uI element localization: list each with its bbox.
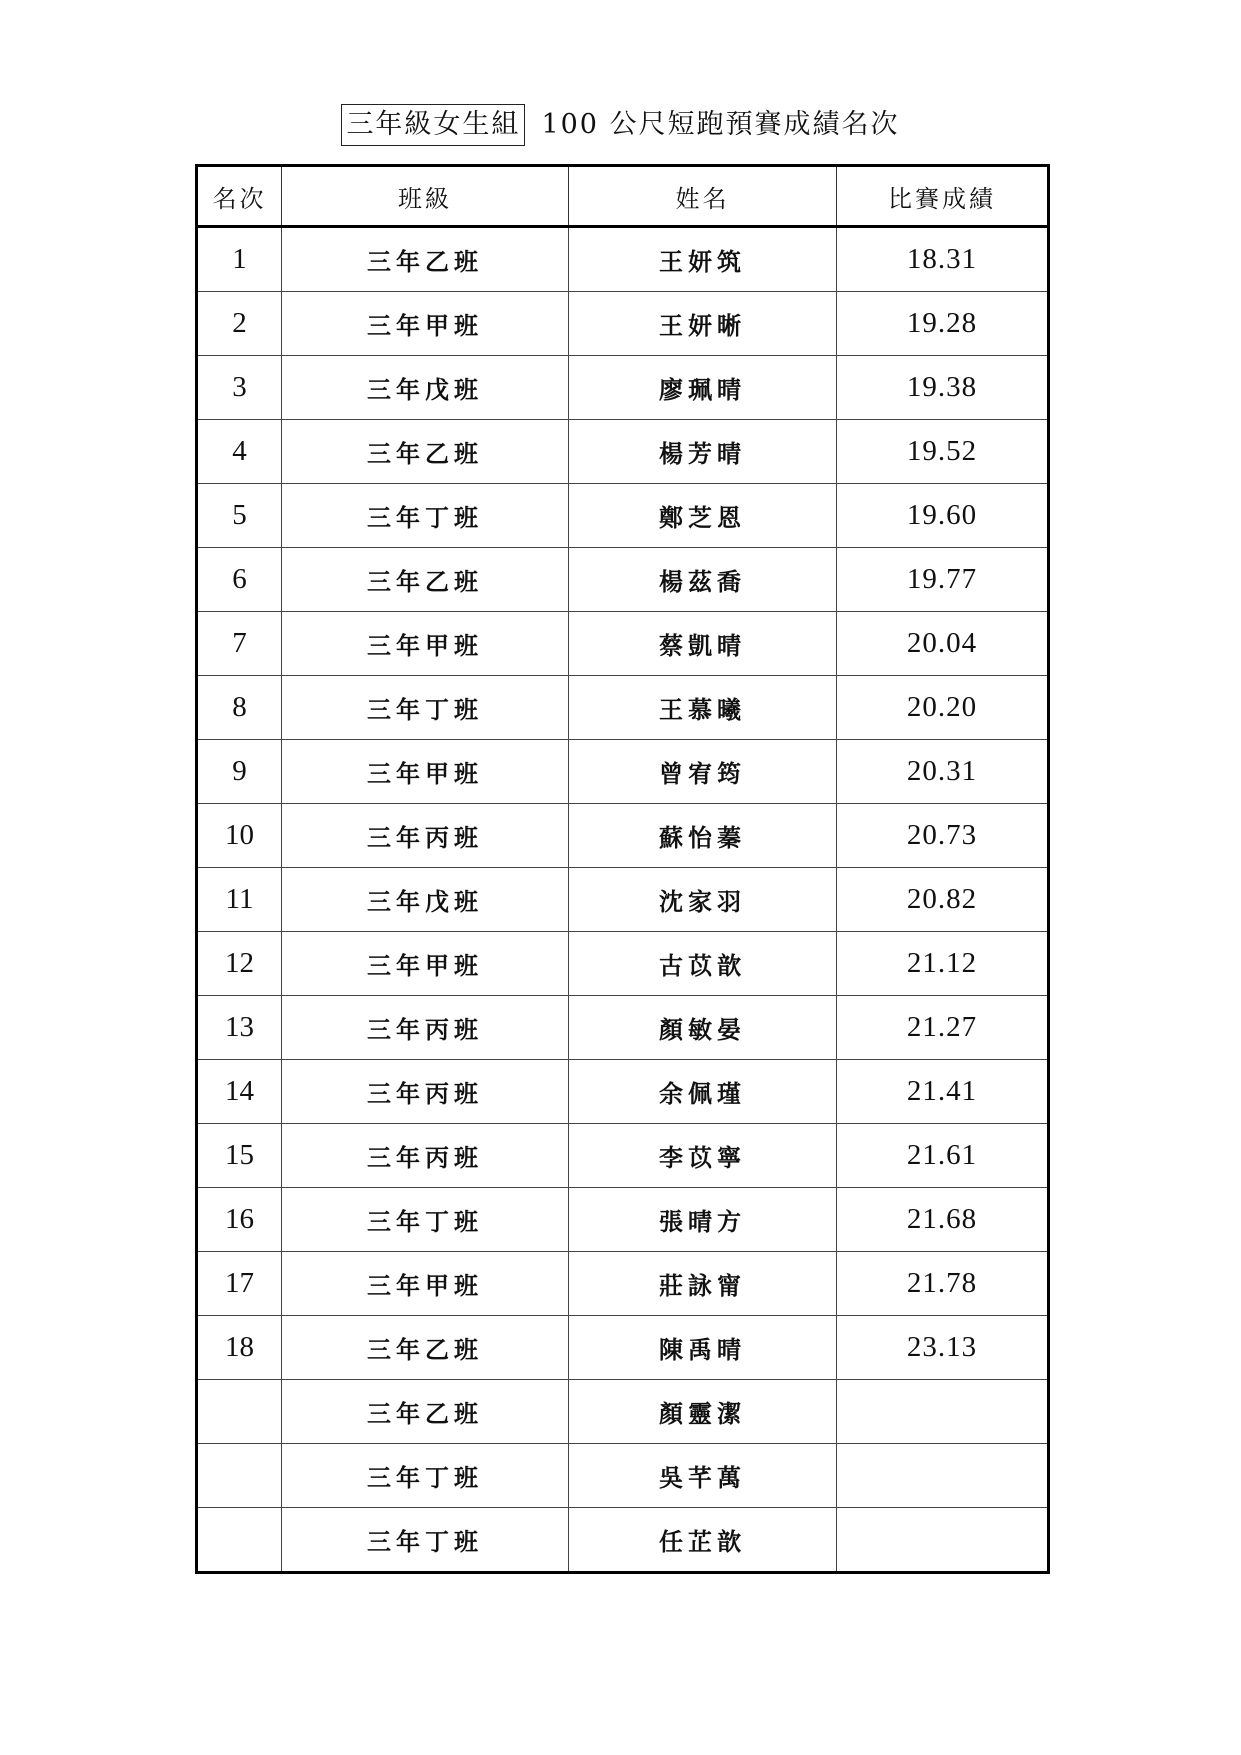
event-title: 100 公尺短跑預賽成績名次: [541, 109, 900, 140]
score-cell: 20.31: [837, 740, 1049, 804]
score-cell: [837, 1380, 1049, 1444]
group-label: 三年級女生組: [341, 104, 525, 146]
class-cell: 三年丁班: [282, 484, 569, 548]
class-cell: 三年乙班: [282, 1316, 569, 1380]
rank-cell: 8: [197, 676, 282, 740]
results-body: [197, 227, 1049, 1573]
name-cell: 楊茲喬: [569, 548, 837, 612]
class-cell: 三年甲班: [282, 1252, 569, 1316]
table-row: [197, 740, 1049, 804]
rank-cell: 15: [197, 1124, 282, 1188]
table-row: [197, 868, 1049, 932]
table-row: [197, 1060, 1049, 1124]
table-row: [197, 1188, 1049, 1252]
rank-cell: [197, 1444, 282, 1508]
rank-cell: 5: [197, 484, 282, 548]
class-cell: 三年甲班: [282, 740, 569, 804]
name-cell: 曾宥筠: [569, 740, 837, 804]
name-cell: 鄭芝恩: [569, 484, 837, 548]
header-name: 姓名: [569, 166, 837, 227]
score-cell: 18.31: [837, 227, 1049, 292]
table-row: [197, 612, 1049, 676]
score-cell: 19.52: [837, 420, 1049, 484]
class-cell: 三年戊班: [282, 356, 569, 420]
header-class: 班級: [282, 166, 569, 227]
rank-cell: 10: [197, 804, 282, 868]
name-cell: 李苡寧: [569, 1124, 837, 1188]
rank-cell: 18: [197, 1316, 282, 1380]
rank-cell: 3: [197, 356, 282, 420]
class-cell: 三年丙班: [282, 1060, 569, 1124]
rank-cell: 11: [197, 868, 282, 932]
name-cell: 古苡歆: [569, 932, 837, 996]
class-cell: 三年乙班: [282, 420, 569, 484]
table-row: [197, 1316, 1049, 1380]
class-cell: 三年丁班: [282, 1508, 569, 1573]
class-cell: 三年丙班: [282, 804, 569, 868]
rank-cell: 12: [197, 932, 282, 996]
name-cell: 王慕曦: [569, 676, 837, 740]
rank-cell: 16: [197, 1188, 282, 1252]
name-cell: 顏靈潔: [569, 1380, 837, 1444]
rank-cell: 2: [197, 292, 282, 356]
rank-cell: [197, 1380, 282, 1444]
name-cell: 莊詠甯: [569, 1252, 837, 1316]
table-row: [197, 676, 1049, 740]
table-row: [197, 292, 1049, 356]
class-cell: 三年丙班: [282, 1124, 569, 1188]
table-row: [197, 548, 1049, 612]
score-cell: 21.41: [837, 1060, 1049, 1124]
class-cell: 三年丁班: [282, 1188, 569, 1252]
class-cell: 三年甲班: [282, 932, 569, 996]
class-cell: 三年甲班: [282, 292, 569, 356]
class-cell: 三年乙班: [282, 227, 569, 292]
name-cell: 王妍晰: [569, 292, 837, 356]
header-rank: 名次: [197, 166, 282, 227]
rank-cell: 14: [197, 1060, 282, 1124]
rank-cell: 13: [197, 996, 282, 1060]
name-cell: 蔡凱晴: [569, 612, 837, 676]
table-row: [197, 1252, 1049, 1316]
class-cell: 三年戊班: [282, 868, 569, 932]
score-cell: [837, 1508, 1049, 1573]
name-cell: 顏敏晏: [569, 996, 837, 1060]
class-cell: 三年丙班: [282, 996, 569, 1060]
table-row: [197, 484, 1049, 548]
name-cell: 余佩瑾: [569, 1060, 837, 1124]
table-row: [197, 932, 1049, 996]
name-cell: 吳芊萬: [569, 1444, 837, 1508]
table-row: [197, 996, 1049, 1060]
class-cell: 三年丁班: [282, 676, 569, 740]
score-cell: 20.04: [837, 612, 1049, 676]
rank-cell: 17: [197, 1252, 282, 1316]
score-cell: 21.27: [837, 996, 1049, 1060]
table-row: [197, 804, 1049, 868]
score-cell: 21.61: [837, 1124, 1049, 1188]
name-cell: 沈家羽: [569, 868, 837, 932]
name-cell: 廖珮晴: [569, 356, 837, 420]
class-cell: 三年乙班: [282, 1380, 569, 1444]
page-title: [0, 102, 1241, 148]
table-row: [197, 1508, 1049, 1573]
rank-cell: 7: [197, 612, 282, 676]
rank-cell: 9: [197, 740, 282, 804]
header-score: 比賽成績: [837, 166, 1049, 227]
score-cell: 19.77: [837, 548, 1049, 612]
score-cell: 20.20: [837, 676, 1049, 740]
score-cell: 19.28: [837, 292, 1049, 356]
score-cell: 20.82: [837, 868, 1049, 932]
table-row: [197, 1380, 1049, 1444]
rank-cell: 4: [197, 420, 282, 484]
rank-cell: 6: [197, 548, 282, 612]
class-cell: 三年乙班: [282, 548, 569, 612]
rank-cell: [197, 1508, 282, 1573]
results-table: [195, 164, 1050, 1574]
table-row: [197, 1444, 1049, 1508]
class-cell: 三年甲班: [282, 612, 569, 676]
score-cell: 19.38: [837, 356, 1049, 420]
table-row: [197, 356, 1049, 420]
name-cell: 陳禹晴: [569, 1316, 837, 1380]
class-cell: 三年丁班: [282, 1444, 569, 1508]
name-cell: 楊芳晴: [569, 420, 837, 484]
name-cell: 蘇怡蓁: [569, 804, 837, 868]
name-cell: 任芷歆: [569, 1508, 837, 1573]
name-cell: 張晴方: [569, 1188, 837, 1252]
table-row: [197, 227, 1049, 292]
score-cell: 19.60: [837, 484, 1049, 548]
score-cell: [837, 1444, 1049, 1508]
score-cell: 23.13: [837, 1316, 1049, 1380]
table-row: [197, 1124, 1049, 1188]
score-cell: 21.78: [837, 1252, 1049, 1316]
score-cell: 21.68: [837, 1188, 1049, 1252]
table-row: [197, 420, 1049, 484]
name-cell: 王妍筑: [569, 227, 837, 292]
header-row: [197, 166, 1049, 227]
score-cell: 20.73: [837, 804, 1049, 868]
rank-cell: 1: [197, 227, 282, 292]
score-cell: 21.12: [837, 932, 1049, 996]
